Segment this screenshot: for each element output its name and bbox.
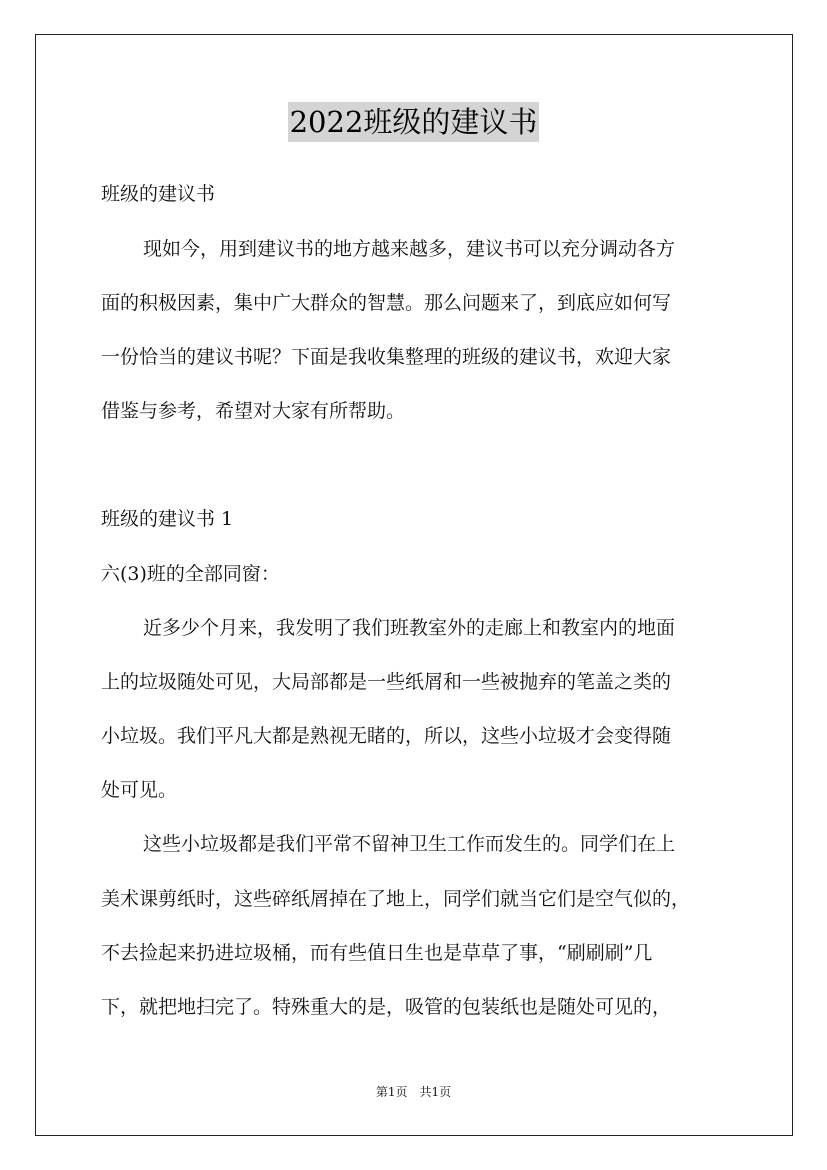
paragraph1-line-4: 处可见。 <box>101 779 178 801</box>
title-container <box>0 102 827 142</box>
paragraph1-line-3: 小垃圾。我们平凡大都是熟视无睹的，所以，这些小垃圾才会变得随 <box>101 725 672 747</box>
intro-line-4: 借鉴与参考，希望对大家有所帮助。 <box>101 400 406 422</box>
paragraph2-line-2: 美术课剪纸时，这些碎纸屑掉在了地上，同学们就当它们是空气似的， <box>101 888 691 910</box>
subtitle: 班级的建议书 <box>101 183 216 205</box>
paragraph2-line-1: 这些小垃圾都是我们平常不留神卫生工作而发生的。同学们在上 <box>143 833 676 855</box>
intro-line-2: 面的积极因素，集中广大群众的智慧。那么问题来了，到底应如何写 <box>101 292 672 314</box>
intro-line-3: 一份恰当的建议书呢？下面是我收集整理的班级的建议书，欢迎大家 <box>101 346 672 368</box>
intro-line-1: 现如今，用到建议书的地方越来越多，建议书可以充分调动各方 <box>143 238 676 260</box>
paragraph2-line-3: 不去捡起来扔进垃圾桶，而有些值日生也是草草了事，“刷刷刷”几 <box>101 942 653 964</box>
paragraph1-line-2: 上的垃圾随处可见，大局部都是一些纸屑和一些被抛弃的笔盖之类的 <box>101 671 672 693</box>
salutation: 六(3)班的全部同窗： <box>101 563 280 585</box>
section-heading: 班级的建议书 1 <box>101 508 234 530</box>
page-footer: 第1页 共1页 <box>375 1085 452 1099</box>
paragraph1-line-1: 近多少个月来，我发明了我们班教室外的走廊上和教室内的地面 <box>143 617 676 639</box>
paragraph2-line-4: 下，就把地扫完了。特殊重大的是，吸管的包装纸也是随处可见的， <box>101 996 672 1018</box>
document-title: 2022班级的建议书 <box>288 102 540 142</box>
